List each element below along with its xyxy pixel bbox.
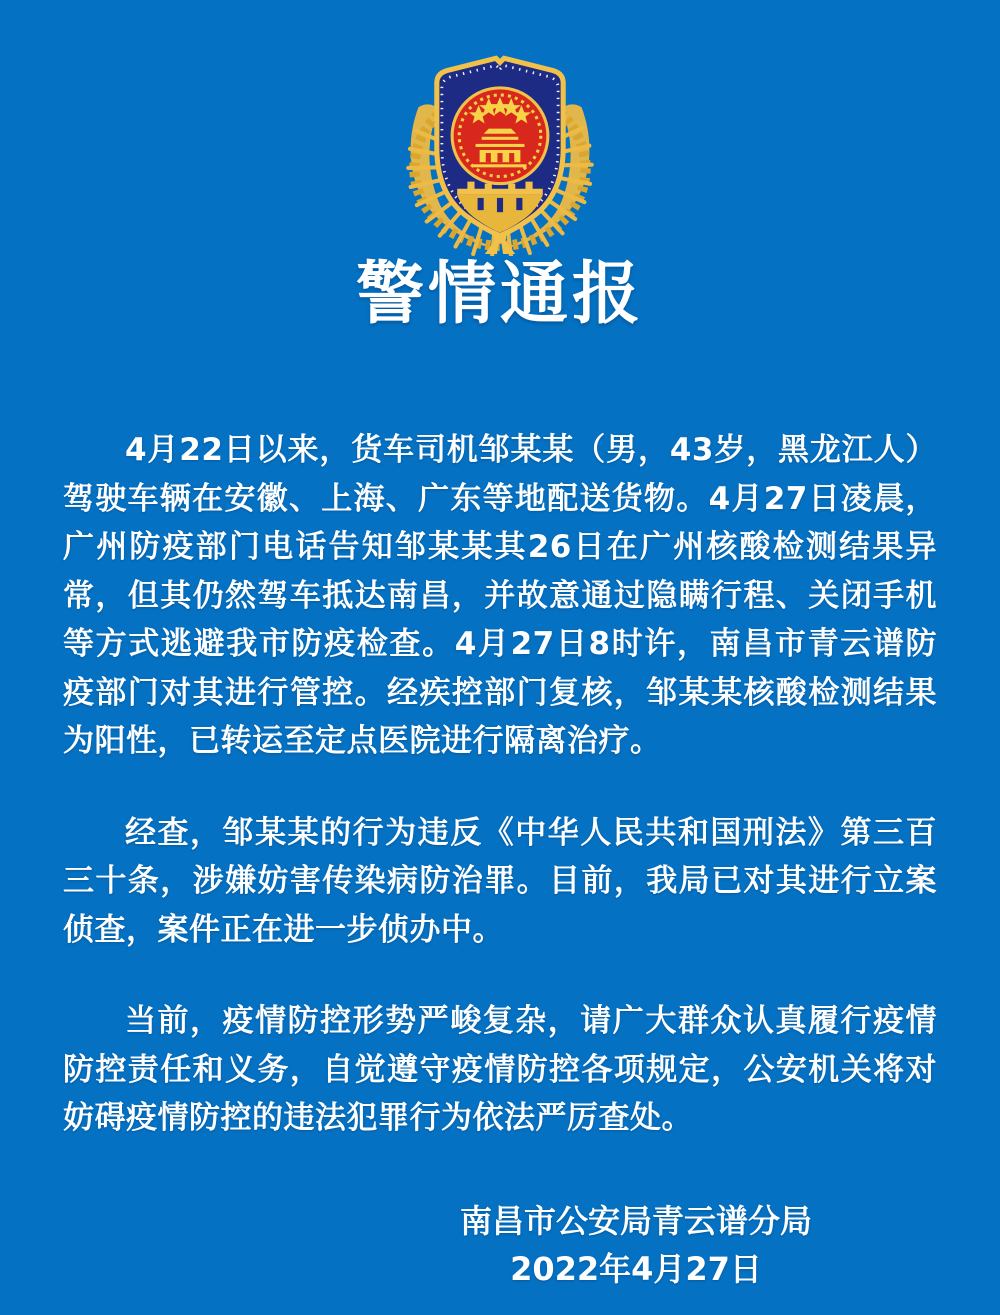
- paragraph-warning: 当前，疫情防控形势严峻复杂，请广大群众认真履行疫情防控责任和义务，自觉遵守疫情防控各项规定，公安机关将对妨碍疫情防控的违法犯罪行为依法严厉查处。: [63, 1003, 937, 1136]
- notice-body: [63, 426, 937, 1143]
- notice-title: 警情通报: [355, 255, 644, 334]
- signature-agency: 南昌市公安局青云谱分局: [459, 1201, 812, 1240]
- paragraph-incident: 4月22日以来，货车司机邹某某（男，43岁，黑龙江人）驾驶车辆在安徽、上海、广东等地配送货物。4月27日凌晨，广州防疫部门电话告知邹某某其26日在广州核酸检测结果异常，但其仍然驾车抵达南昌，并故意通过隐瞒行程、关闭手机等方式逃避我市防疫检查。4月27日8时许，南昌市青云谱防疫部门对其进行管控。经疾控部门复核，邹某某核酸检测结果为阳性，已转运至定点医院进行隔离治疗。: [63, 432, 937, 759]
- signature-block: [426, 1197, 846, 1293]
- police-badge-emblem: [394, 42, 606, 256]
- paragraph-investigation: 经查，邹某某的行为违反《中华人民共和国刑法》第三百三十条，涉嫌妨害传染病防治罪。目前，我局已对其进行立案侦查，案件正在进一步侦办中。: [63, 814, 937, 948]
- china-police-badge-icon: [394, 42, 606, 256]
- signature-date: 2022年4月27日: [510, 1249, 762, 1288]
